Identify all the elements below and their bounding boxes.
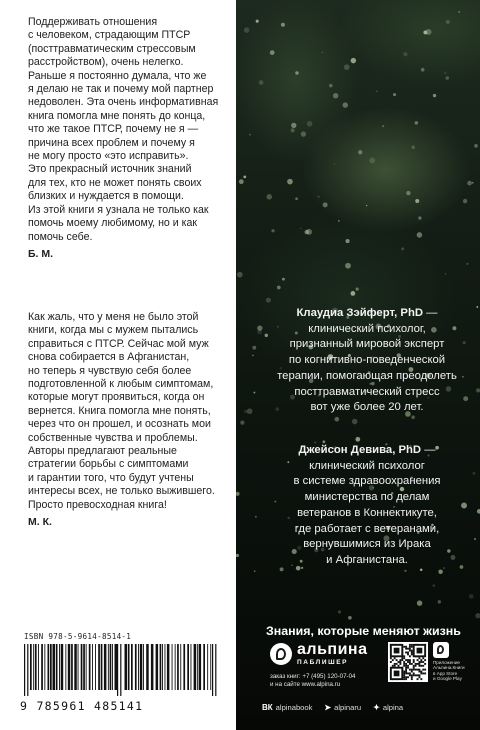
review-2-line: Авторы предлагают реальные: [28, 445, 177, 458]
app-promo-text: [433, 660, 477, 682]
author-1-line: клинический психолог,: [308, 322, 426, 335]
author-1-line: вот уже более 20 лет.: [310, 401, 424, 414]
review-1-line: для тех, кто не может понять своих: [28, 176, 202, 189]
review-1-line: расстройством), очень нелегко.: [28, 56, 184, 69]
review-2-line: книги, когда мы с мужем пытались: [28, 324, 199, 337]
author-2-line: вернувшимися из Ирака: [303, 538, 431, 551]
author-2-description: [262, 459, 472, 569]
review-1-line: не могу просто «это исправить».: [28, 150, 189, 163]
review-2-line: и гарантии того, что будут учтены: [28, 471, 194, 484]
cover-photo-panel: [236, 0, 480, 730]
review-2-line: справиться с ПТСР. Сейчас мой муж: [28, 337, 209, 350]
publisher-name: альпина: [297, 641, 368, 658]
review-2-line: через что он прошел, и осознать мои: [28, 418, 211, 431]
review-2-line: которые могут проявиться, когда он: [28, 391, 205, 404]
review-1-line: я делаю не так и почему мой партнер: [28, 83, 214, 96]
review-1-line: близких и нуждается в помощи.: [28, 190, 184, 203]
social-dzen: ✦ alpina: [373, 703, 404, 712]
social-links: [262, 703, 403, 712]
isbn-barcode: [20, 632, 225, 713]
app-promo: [433, 642, 477, 682]
author-2-line: ветеранов в Коннектикуте,: [297, 506, 437, 519]
alpina-logo-icon: [270, 643, 292, 665]
app-icon: [433, 642, 449, 658]
review-1-line: книга помогла мне понять до конца,: [28, 109, 206, 122]
author-1-name: Клаудиа Зэйферт, PhD: [296, 307, 424, 319]
review-2-line: интересы всех, не только выжившего.: [28, 485, 215, 498]
app-promo-line: Приложение: [433, 660, 460, 665]
review-2-line: Просто превосходная книга!: [28, 498, 167, 511]
review-2-line: стратегии борьбы с симптомами: [28, 458, 189, 471]
publisher-logo: [270, 642, 367, 667]
review-1-line: Это прекрасный источник знаний: [28, 163, 192, 176]
vk-icon: ВК: [262, 703, 273, 712]
publisher-slogan: Знания, которые меняют жизнь: [266, 624, 461, 638]
order-site: и на сайте www.alpina.ru: [270, 681, 341, 688]
review-1-signature: Б. М.: [28, 247, 54, 260]
review-1-line: недоволен. Эта очень информативная: [28, 96, 219, 109]
review-2-signature: М. К.: [28, 516, 52, 529]
author-1-line: признанный мировой эксперт: [289, 338, 445, 351]
author-1-bio: Клаудиа Зэйферт, PhD — клинический психолог, признанный мировой эксперт по когнитивно-поведенческой терапии, помогающая преодолеть посттравматический стресс вот уже более 20 лет.: [262, 306, 472, 416]
review-2: [28, 311, 228, 528]
review-1-line: что же такое ПТСР, почему не я —: [28, 123, 199, 136]
order-phone: заказ книг: +7 (495) 120-07-04: [270, 673, 356, 680]
review-1-line: с человеком, страдающим ПТСР: [28, 29, 191, 42]
social-telegram: ➤ alpinaru: [324, 703, 362, 712]
barcode-bars: [20, 644, 220, 696]
telegram-icon: ➤: [324, 703, 332, 712]
app-promo-line: Альпина.Книги: [433, 665, 465, 671]
author-1-line: по когнитивно-поведенческой: [288, 354, 446, 367]
review-1-line: Из этой книги я узнала не только как: [28, 203, 209, 216]
review-1-line: Раньше я постоянно думала, что же: [28, 69, 207, 82]
barcode-digits: 9 785961 485141: [20, 699, 144, 713]
author-1-line: посттравматический стресс: [294, 385, 440, 398]
author-2-bio: Джейсон Девива, PhD — клинический психолог в системе здравоохранения министерства по делам ветеранов в Коннектикуте, где работает с ветеранами, вернувшимися из Ирака и Афганистана.: [262, 443, 472, 569]
review-2-line: но теперь я чувствую себя более: [28, 364, 192, 377]
review-1-line: Поддерживать отношения: [28, 16, 158, 28]
author-2-line: и Афганистана.: [326, 553, 408, 566]
review-2-text: [28, 311, 228, 512]
publisher-subtitle: ПАБЛИШЕР: [297, 659, 349, 666]
review-1-line: помочь моему любимому, но и как: [28, 217, 198, 230]
isbn-number: ISBN 978-5-9614-8514-1: [24, 632, 132, 641]
author-2-line: в системе здравоохранения: [293, 475, 441, 488]
author-2-name: Джейсон Девива, PhD: [298, 444, 422, 456]
author-2-line: клинический психолог: [309, 459, 425, 472]
author-2-line: министерства по делам: [304, 491, 430, 504]
app-promo-line: в App Store: [433, 670, 458, 676]
app-promo-line: и Google Play: [433, 676, 462, 682]
review-2-line: Как жаль, что у меня не было этой: [28, 311, 199, 323]
review-1-line: (посттравматическим стрессовым: [28, 42, 196, 55]
review-2-line: подготовленной к любым симптомам,: [28, 378, 214, 391]
review-1-line: причина всех проблем и почему я: [28, 136, 195, 149]
review-1-line: помочь себе.: [28, 230, 93, 243]
review-2-line: собственные чувства и проблемы.: [28, 431, 198, 444]
social-vk: ВК alpinabook: [262, 703, 313, 712]
review-2-line: вернется. Книга помогла мне понять,: [28, 404, 211, 417]
order-info: [270, 673, 355, 689]
author-1-description: [262, 322, 472, 416]
dzen-icon: ✦: [373, 703, 380, 712]
author-2-line: где работает с ветеранами,: [294, 522, 440, 535]
review-1: [28, 16, 228, 260]
review-1-text: [28, 16, 228, 244]
reviews-column: [0, 0, 236, 730]
review-2-line: снова собирается в Афганистан,: [28, 351, 190, 364]
author-1-line: терапии, помогающая преодолеть: [277, 369, 457, 382]
qr-code-icon: [388, 642, 428, 682]
